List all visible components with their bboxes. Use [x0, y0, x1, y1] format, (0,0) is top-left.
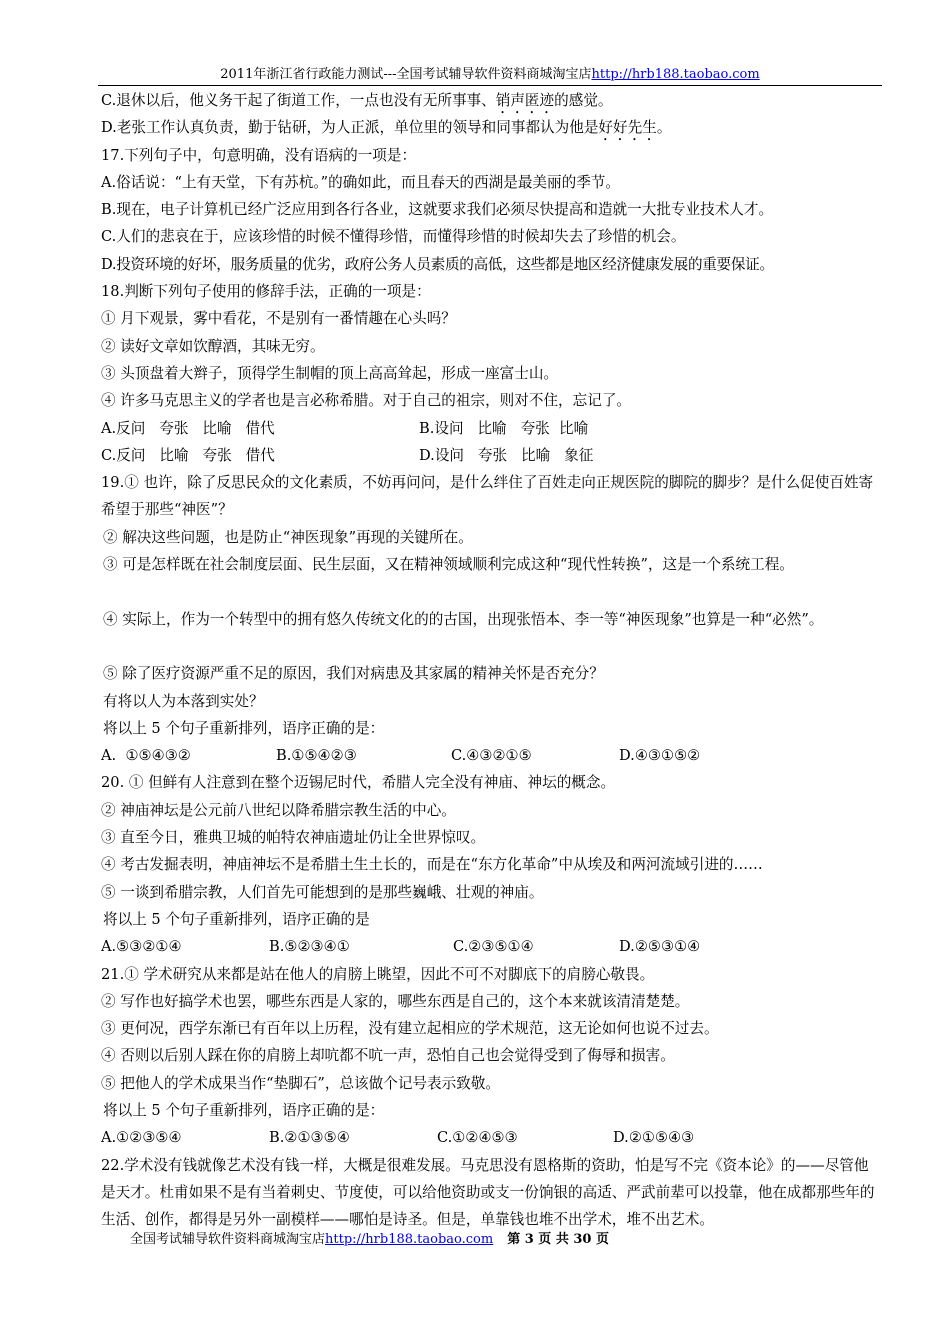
- header-link[interactable]: http://hrb188.taobao.com: [591, 67, 760, 82]
- q16-d-text: D.老张工作认真负责，勤于钻研，为人正派，单位里的领导和同事都认为他是: [101, 119, 599, 137]
- q16-c-marked: 销声匿迹: [495, 92, 555, 109]
- q20-sentence-3: ③ 直至今日，雅典卫城的帕特农神庙遗址仍让全世界惊叹。: [101, 829, 486, 847]
- q20-sentence-2: ② 神庙神坛是公元前八世纪以降希腊宗教生活的中心。: [101, 801, 456, 819]
- q18-sentence-3: ③ 头顶盘着大辫子，顶得学生制帽的顶上高高耸起，形成一座富士山。: [101, 364, 559, 382]
- q16-d-marked: 好好先生: [598, 119, 657, 137]
- q20-option-b: B.⑤②③④①: [269, 938, 350, 956]
- q20-sentence-4: ④ 考古发掘表明，神庙神坛不是希腊土生土长的，而是在“东方化革命”中从埃及和两河流域引进的……: [101, 856, 763, 874]
- q20-option-d: D.②⑤③①④: [619, 938, 701, 956]
- header-rule: [98, 85, 882, 86]
- q19-option-b: B.①⑤④②③: [276, 747, 357, 765]
- q17-option-c: C.人们的悲哀在于，应该珍惜的时候不懂得珍惜，而懂得珍惜的时候却失去了珍惜的机会。: [101, 228, 686, 246]
- q16-c-suffix: 的感觉。: [554, 92, 613, 109]
- q21-option-c: C.①②④⑤③: [437, 1129, 518, 1147]
- q19-option-a: A. ①⑤④③②: [101, 747, 191, 765]
- q20-option-a: A.⑤③②①④: [101, 938, 182, 956]
- q19-option-c: C.④③②①⑤: [451, 747, 532, 765]
- q18-sentence-1: ① 月下观景，雾中看花，不是别有一番情趣在心头吗？: [101, 310, 456, 328]
- q21-sentence-4: ④ 否则以后别人踩在你的肩膀上却吭都不吭一声，恐怕自己也会觉得受到了侮辱和损害。: [101, 1047, 675, 1065]
- q21-options: [101, 1124, 883, 1151]
- q21-option-a: A.①②③⑤④: [101, 1129, 182, 1147]
- q17-stem: 17.下列句子中，句意明确，没有语病的一项是：: [101, 146, 417, 164]
- q18-sentence-2: ② 读好文章如饮醇酒，其味无穷。: [101, 337, 325, 355]
- page-content: [101, 87, 883, 1234]
- header-title: 2011年浙江省行政能力测试---全国考试辅导软件资料商城淘宝店: [220, 67, 592, 82]
- q19-sentence-5: ⑤ 除了医疗资源严重不足的原因，我们对病患及其家属的精神关怀是否充分？: [103, 665, 604, 683]
- q20-prompt: 将以上 5 个句子重新排列，语序正确的是: [103, 910, 370, 928]
- q19-sentence-2: ② 解决这些问题，也是防止“神医现象”再现的关键所在。: [103, 528, 473, 546]
- q19-prompt: 将以上 5 个句子重新排列，语序正确的是：: [103, 719, 385, 737]
- q17-option-b: B.现在，电子计算机已经广泛应用到各行各业，这就要求我们必须尽快提高和造就一大批专业技术人才。: [101, 201, 774, 219]
- q16-option-d: [101, 114, 883, 141]
- q21-option-d: D.②①⑤④③: [613, 1129, 695, 1147]
- q20-options: [101, 933, 883, 960]
- q18-options-ab: [101, 415, 883, 442]
- q19-options: [101, 742, 883, 769]
- q18-options-cd: [101, 442, 883, 469]
- q19-sentence-3: ③ 可是怎样既在社会制度层面、民生层面，又在精神领域顺利完成这种“现代性转换”，这是一个系统工程。: [103, 556, 794, 574]
- footer-link[interactable]: http://hrb188.taobao.com: [325, 1232, 494, 1247]
- q16-c-text: C.退休以后，他义务干起了街道工作，一点也没有无所事事、: [101, 92, 496, 109]
- page-footer: [130, 1231, 609, 1249]
- q16-d-suffix: 。: [656, 119, 672, 137]
- q22-passage: 22.学术没有钱就像艺术没有钱一样，大概是很难发展。马克思没有恩格斯的资助，怕是写不完《资本论》的——尽管他是天才。杜甫如果不是有当着刺史、节度使，可以给他资助或支一份饷银的高适、严武前辈可以投靠，他在成都那些年的生活、创作，都得是另外一副模样——哪怕是诗圣。但是，单靠钱也堆不出学术，堆不出艺术。: [101, 1156, 875, 1229]
- q17-option-d: D.投资环境的好坏，服务质量的优劣，政府公务人员素质的高低，这些都是地区经济健康发展的重要保证。: [101, 255, 774, 273]
- q20-option-c: C.②③⑤①④: [453, 938, 534, 956]
- q21-sentence-5: ⑤ 把他人的学术成果当作“垫脚石”，总该做个记号表示致敬。: [101, 1074, 501, 1092]
- q21-sentence-1: 21.① 学术研究从来都是站在他人的肩膀上眺望，因此不可不对脚底下的肩膀心敬畏。: [101, 965, 655, 983]
- q20-sentence-5: ⑤ 一谈到希腊宗教，人们首先可能想到的是那些巍峨、壮观的神庙。: [101, 883, 544, 901]
- footer-text: 全国考试辅导软件资料商城淘宝店: [130, 1232, 326, 1247]
- q20-sentence-1: 20. ① 但鲜有人注意到在整个迈锡尼时代，希腊人完全没有神庙、神坛的概念。: [101, 774, 616, 792]
- q16-option-c: [101, 87, 883, 114]
- q21-option-b: B.②①③⑤④: [269, 1129, 350, 1147]
- q18-stem: 18.判断下列句子使用的修辞手法，正确的一项是：: [101, 283, 431, 301]
- q18-option-b: B.设问 比喻 夸张 比喻: [419, 419, 589, 437]
- q18-option-c: C.反问 比喻 夸张 借代: [101, 446, 275, 464]
- q19-option-d: D.④③①⑤②: [619, 747, 701, 765]
- q18-option-d: D.设问 夸张 比喻 象征: [419, 446, 594, 464]
- q21-prompt: 将以上 5 个句子重新排列，语序正确的是：: [103, 1101, 385, 1119]
- q19-sentence-6: 有将以人为本落到实处？: [103, 692, 264, 710]
- q19-sentence-4: ④ 实际上，作为一个转型中的拥有悠久传统文化的的古国，出现张悟本、李一等“神医现象”也算是一种“必然”。: [103, 610, 824, 628]
- q21-sentence-3: ③ 更何况，西学东渐已有百年以上历程，没有建立起相应的学术规范，这无论如何也说不过去。: [101, 1020, 719, 1038]
- q18-sentence-4: ④ 许多马克思主义的学者也是言必称希腊。对于自己的祖宗，则对不住，忘记了。: [101, 392, 632, 410]
- page-header: [98, 66, 882, 84]
- q17-option-a: A.俗话说：“上有天堂，下有苏杭。”的确如此，而且春天的西湖是最美丽的季节。: [101, 173, 620, 191]
- page-number: 第 3 页 共 30 页: [507, 1232, 609, 1247]
- q18-option-a: A.反问 夸张 比喻 借代: [101, 419, 275, 437]
- q21-sentence-2: ② 写作也好搞学术也罢，哪些东西是人家的，哪些东西是自己的，这个本来就该清清楚楚。: [101, 992, 690, 1010]
- q19-sentence-1: 19.① 也许，除了反思民众的文化素质，不妨再问问，是什么绊住了百姓走向正规医院的脚院的脚步？是什么促使百姓寄希望于那些“神医”？: [101, 474, 874, 519]
